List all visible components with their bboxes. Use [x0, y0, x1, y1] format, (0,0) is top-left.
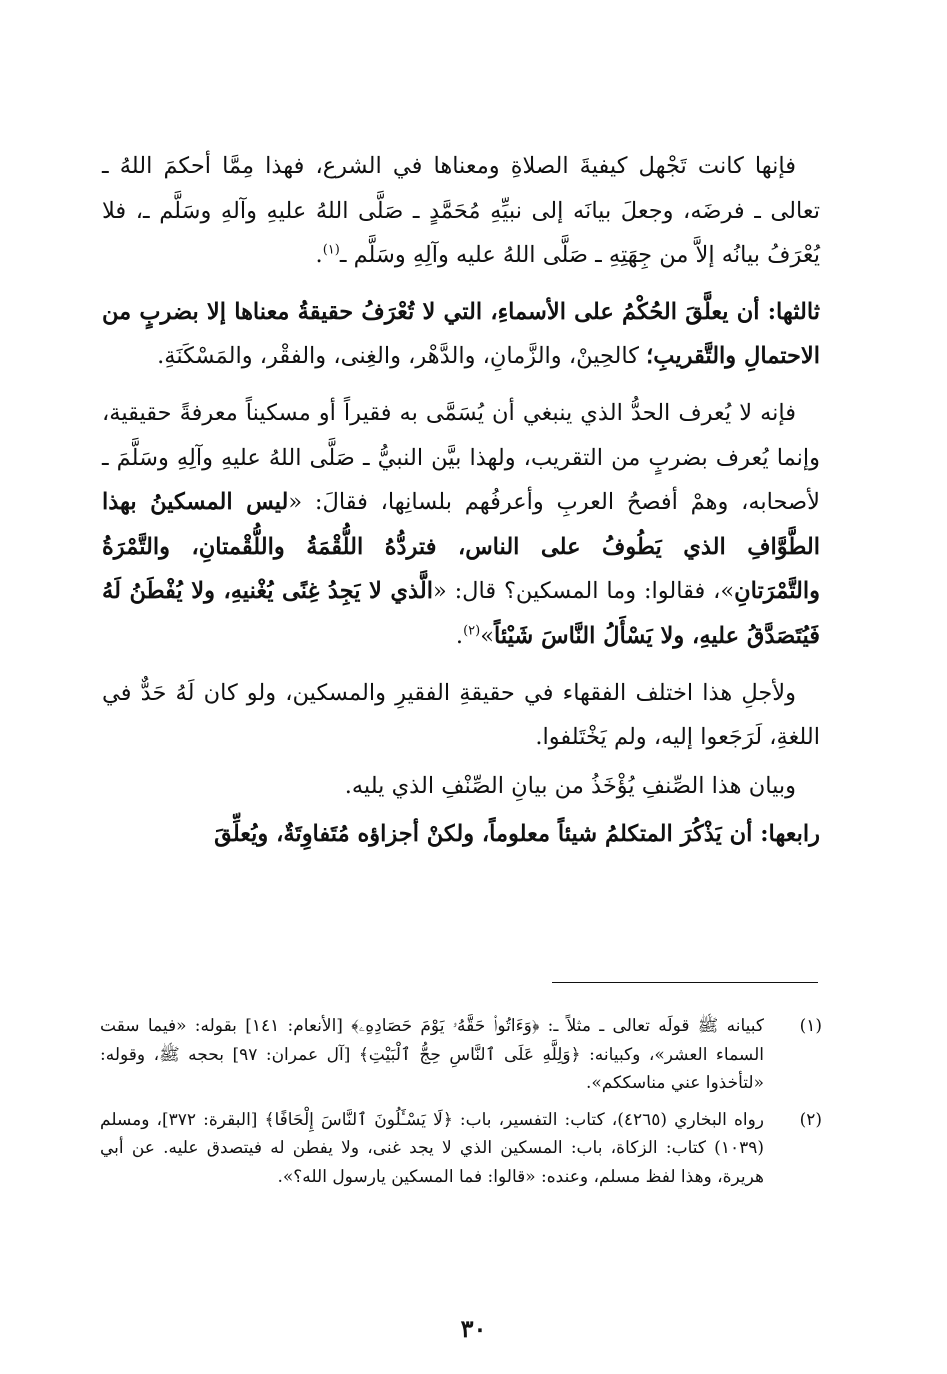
paragraph-5: وبيان هذا الصِّنفِ يُؤْخَذُ من بيانِ الصِّنْفِ الذي يليه.: [344, 772, 796, 799]
page-number: ٣٠: [460, 1314, 487, 1343]
hadith-quote-2: الَّذي لا يَجِدُ غِنًى يُغْنيهِ، ولا يُفْطَنُ لَهُ فَيُتَصَدَّقُ عليهِ، ولا يَسْأَلُ النَّاسَ شَيْئاً: [102, 578, 820, 649]
paragraph-1: [102, 144, 820, 278]
paragraph-3-end: .: [455, 622, 464, 649]
paragraph-1-text: فإنها كانت تَجْهل كيفيةَ الصلاةِ ومعناها في الشرع، فهذا مِمَّا أحكمَ اللهُ ـ تعالى ـ فرضَه، وجعلَ بيانَه إلى نبيِّهِ مُحَمَّدٍ ـ صَلَّى اللهُ عليهِ وآلهِ وسَلَّم ـ، فلا يُعْرَفُ بيانُه إلاَّ من جِهَتِهِ ـ صَلَّى اللهُ عليه وآلِهِ وسَلَّم ـ: [102, 153, 820, 269]
paragraph-3-text-a: فإنه لا يُعرف الحدُّ الذي ينبغي أن يُسَمَّى به فقيراً أو مسكيناً معرفةً حقيقية، وإنما يُعرف بضربٍ من التقريب، ولهذا بيَّن النبيُّ ـ صَلَّى اللهُ عليهِ وآلِهِ وسَلَّمَ ـ لأصحابه، وهمْ أفصحُ العربِ وأعرفُهم بلسانِها، فقالَ: «: [102, 399, 820, 516]
footnote-1: [100, 1012, 822, 1098]
footnote-2: [100, 1106, 822, 1192]
footnotes: [100, 1012, 822, 1200]
paragraph-2: [102, 290, 820, 379]
footnote-2-number: (٢): [799, 1109, 822, 1130]
paragraph-3-text-e: »: [480, 622, 494, 649]
paragraph-3: [102, 391, 820, 659]
paragraph-3-text-c: »، فقالوا: وما المسكين؟ قال: «: [432, 578, 735, 605]
footnote-ref-1[interactable]: (١): [322, 242, 340, 258]
main-text: [102, 144, 820, 857]
footnote-separator: [552, 982, 818, 983]
paragraph-2-heading: ثالثها: أن يعلَّقَ الحُكْمُ على الأسماءِ، التي لا تُعْرَفُ حقيقةُ معناها إلا بضربٍ من الاحتمالِ والتَّقريبِ؛: [102, 298, 820, 370]
footnote-1-number: (١): [799, 1016, 822, 1036]
paragraph-2-text: كالحِينْ، والزَّمانِ، والدَّهْر، والغِنى، والفقْر، والمَسْكَنَةِ.: [157, 343, 647, 370]
footnote-1-text: كبيانه ﷺ قولَه تعالى ـ مثلاً ـ: ﴿وَءَاتُوا۟ حَقَّهُۥ يَوْمَ حَصَادِهِۦ﴾ [الأنعام: ١٤١] بقوله: «فيما سقت السماء العشر»، وكبيانه: ﴿وَلِلَّهِ عَلَى ٱلنَّاسِ حِجُّ ٱلْبَيْتِ﴾ [آل عمران: ٩٧] بحجه ﷺ، وقوله: «لتأخذوا عني مناسككم».: [100, 1016, 764, 1094]
hadith-quote-1: ليس المسكينُ بهذا الطَّوَّافِ الذي يَطُوفُ على الناس، فتردُّهُ اللُّقْمَةُ واللُّقْمتانِ، والتَّمْرَةُ والتَّمْرَتانِ: [102, 489, 820, 605]
footnote-2-text: رواه البخاري (٤٢٦٥)، كتاب: التفسير، باب: ﴿لَا يَسْـَٔلُونَ ٱلنَّاسَ إِلْحَافًا﴾ [البقرة: ٣٧٢]، ومسلم (١٠٣٩) كتاب: الزكاة، باب: المسكين الذي لا يجد غنى، ولا يفطن له فيتصدق عليه. عن أبي هريرة، وهذا لفظ مسلم، وعنده: «قالوا: فما المسكين يارسول الله؟».: [100, 1109, 765, 1187]
paragraph-1-end: .: [315, 242, 323, 269]
paragraph-6: رابعها: أن يَذْكُرَ المتكلمُ شيئاً معلوماً، ولكنْ أجزاؤه مُتَفاوِتَةٌ، ويُعلِّقَ: [214, 821, 820, 848]
footnote-ref-2[interactable]: (٢): [463, 623, 481, 639]
paragraph-4: ولأجلِ هذا اختلف الفقهاء في حقيقةِ الفقيرِ والمسكين، ولو كان لَهُ حَدٌّ في اللغةِ، لَرَجَعوا إليه، ولم يَخْتَلفوا.: [102, 679, 820, 751]
